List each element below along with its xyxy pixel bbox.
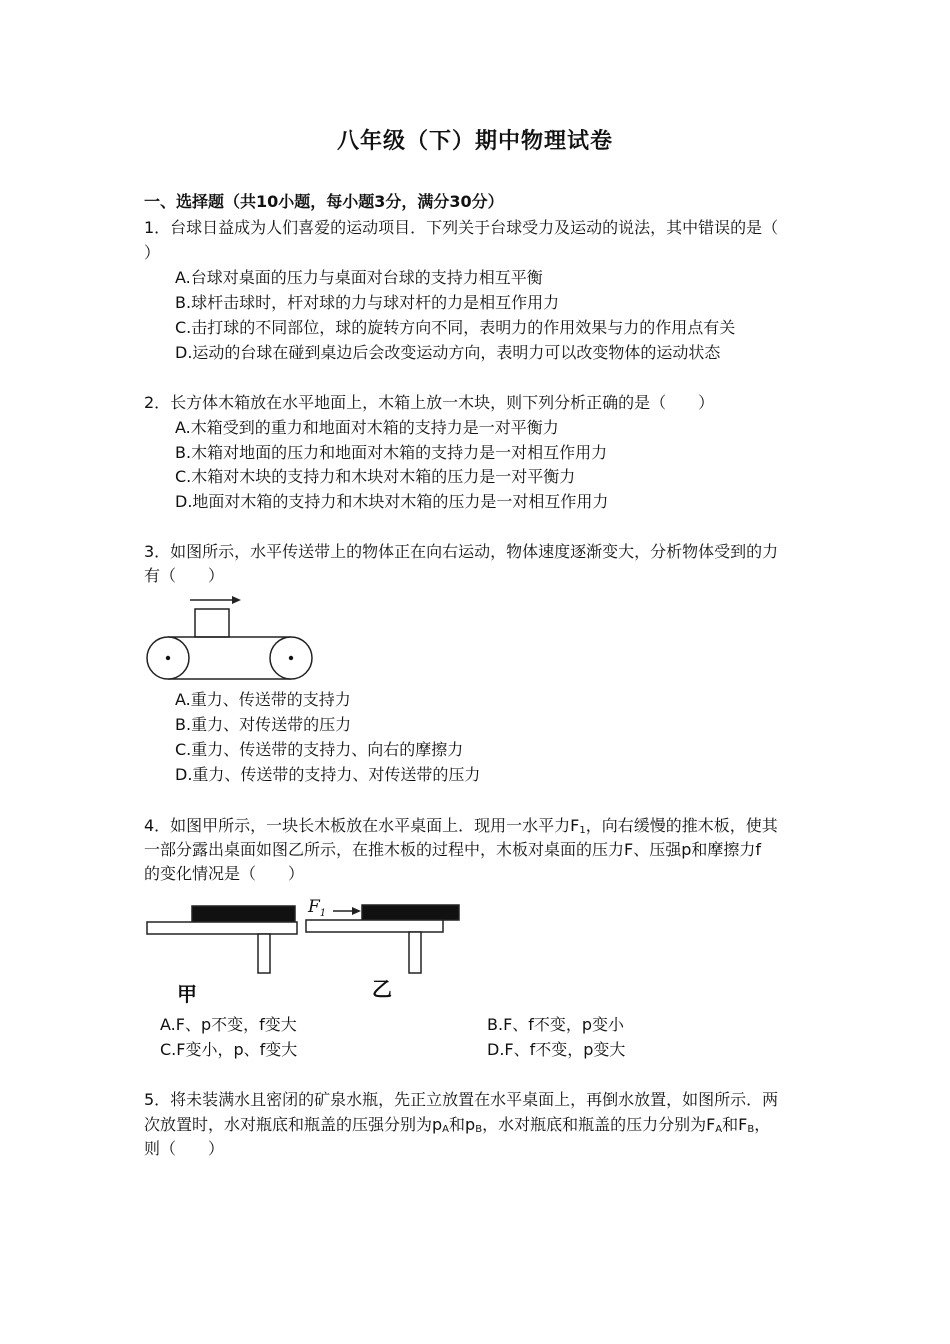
right-pulley-axle — [289, 656, 293, 660]
table-leg-jia — [258, 934, 270, 973]
conveyor-belt-figure — [140, 590, 330, 686]
object-block — [195, 609, 229, 637]
q3-option-d: D.重力、传送带的支持力、对传送带的压力 — [175, 765, 481, 784]
q4-option-a: A.F、p不变，f变大 — [160, 1015, 297, 1034]
q4-stem-line3: 的变化情况是（ ） — [144, 864, 305, 883]
q2-option-b: B.木箱对地面的压力和地面对木箱的支持力是一对相互作用力 — [175, 443, 608, 462]
q4-stem-line2: 一部分露出桌面如图乙所示，在推木板的过程中，木板对桌面的压力F、压强p和摩擦力f — [144, 840, 761, 859]
board-yi — [362, 905, 459, 920]
table-top-yi — [306, 920, 443, 932]
q1-option-b: B.球杆击球时，杆对球的力与球对杆的力是相互作用力 — [175, 293, 560, 312]
q5-stem-line2: 次放置时，水对瓶底和瓶盖的压强分别为$p_A$和$p_B$，水对瓶底和瓶盖的压力分别为$F_A$和$F_B$， — [144, 1115, 771, 1135]
figure-label-yi: 乙 — [372, 977, 392, 1001]
q4-option-c: C.F变小，p、f变大 — [160, 1040, 298, 1059]
board-table-figure — [140, 892, 470, 1007]
q4-option-d: D.F、f不变，p变大 — [487, 1040, 626, 1059]
q1-stem-line1: 1．台球日益成为人们喜爱的运动项目．下列关于台球受力及运动的说法，其中错误的是（ — [144, 218, 779, 237]
section-heading: 一、选择题（共10小题，每小题3分，满分30分） — [144, 192, 504, 211]
q2-stem: 2．长方体木箱放在水平地面上，木箱上放一木块，则下列分析正确的是（ ） — [144, 393, 715, 412]
q3-stem-line1: 3．如图所示，水平传送带上的物体正在向右运动，物体速度逐渐变大，分析物体受到的力 — [144, 542, 779, 561]
q4-stem-line1: 4．如图甲所示，一块长木板放在水平桌面上．现用一水平力$F_1$，向右缓慢的推木板，使其 — [144, 816, 778, 836]
table-leg-yi — [409, 932, 421, 973]
table-top-jia — [147, 922, 297, 934]
q3-option-a: A.重力、传送带的支持力 — [175, 690, 351, 709]
q2-option-a: A.木箱受到的重力和地面对木箱的支持力是一对平衡力 — [175, 418, 559, 437]
q1-option-c: C.击打球的不同部位，球的旋转方向不同，表明力的作用效果与力的作用点有关 — [175, 318, 736, 337]
q4-option-b: B.F、f不变，p变小 — [487, 1015, 625, 1034]
q5-stem-line1: 5．将未装满水且密闭的矿泉水瓶，先正立放置在水平桌面上，再倒水放置，如图所示．两 — [144, 1090, 779, 1109]
left-pulley-axle — [166, 656, 170, 660]
page-title: 八年级（下）期中物理试卷 — [336, 129, 613, 154]
q1-option-a: A.台球对桌面的压力与桌面对台球的支持力相互平衡 — [175, 268, 543, 287]
board-jia — [192, 906, 295, 922]
q3-stem-line2: 有（ ） — [144, 566, 225, 585]
q1-stem-line2: ） — [144, 243, 161, 262]
q5-stem-line3: 则（ ） — [144, 1139, 225, 1158]
q2-option-d: D.地面对木箱的支持力和木块对木箱的压力是一对相互作用力 — [175, 492, 609, 511]
figure-label-jia: 甲 — [177, 982, 197, 1006]
force-label: $F_1$ — [308, 897, 327, 919]
force-arrowhead — [352, 907, 361, 915]
q3-option-c: C.重力、传送带的支持力、向右的摩擦力 — [175, 740, 464, 759]
velocity-arrowhead — [232, 596, 241, 604]
q3-option-b: B.重力、对传送带的压力 — [175, 715, 352, 734]
q1-option-d: D.运动的台球在碰到桌边后会改变运动方向，表明力可以改变物体的运动状态 — [175, 343, 721, 362]
q2-option-c: C.木箱对木块的支持力和木块对木箱的压力是一对平衡力 — [175, 467, 576, 486]
